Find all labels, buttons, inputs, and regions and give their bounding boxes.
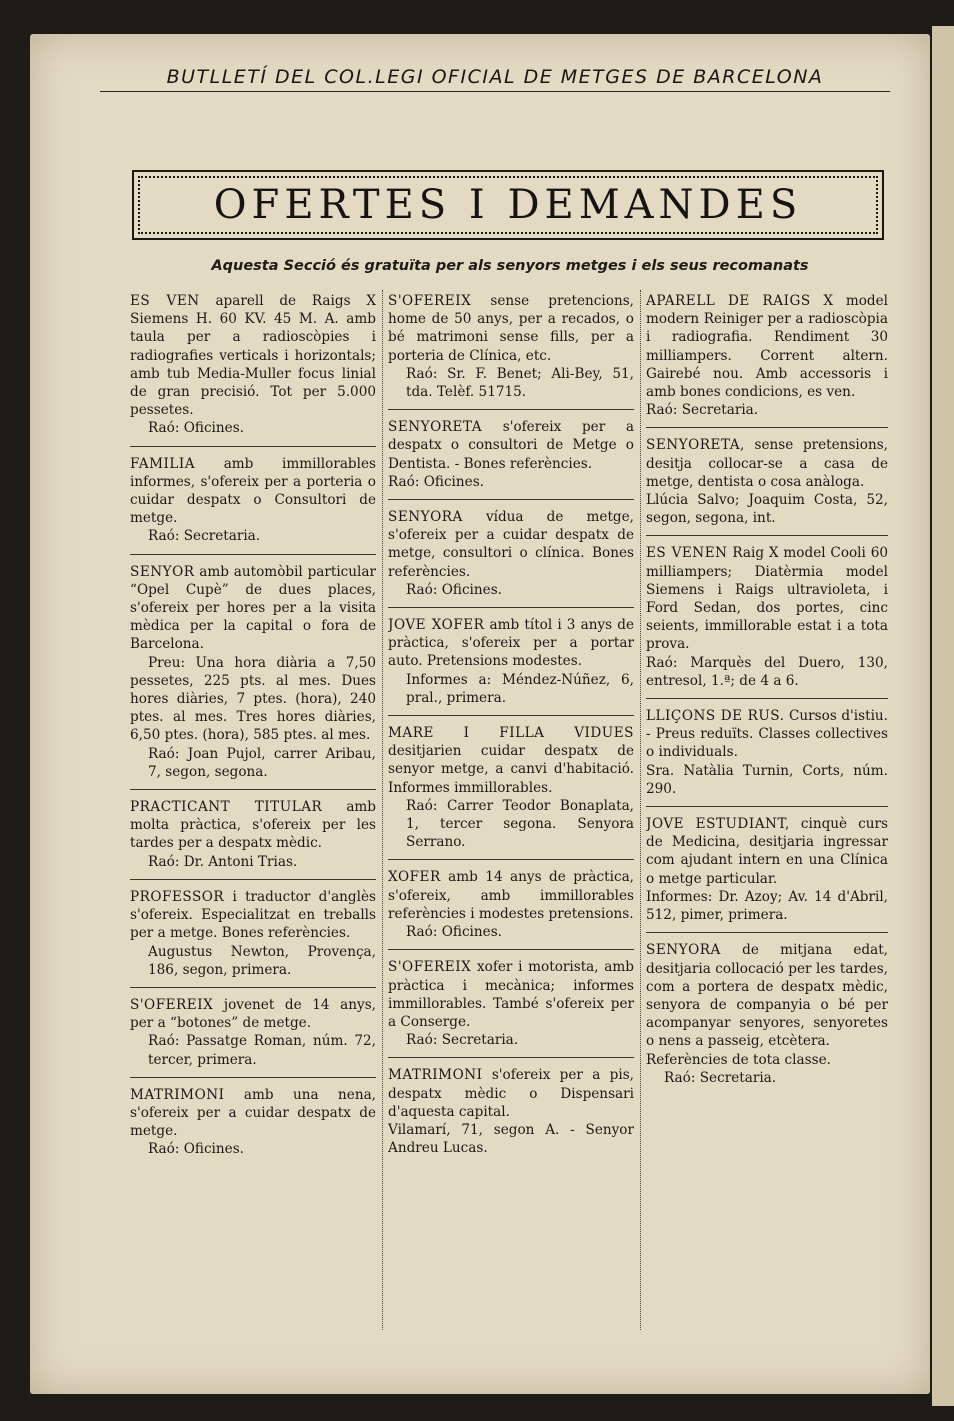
ad-reference: Llúcia Salvo; Joaquim Costa, 52, segon, segona, int. [646, 492, 888, 527]
ad-reference: Vilamarí, 71, segon A. - Senyor Andreu Lucas. [388, 1121, 634, 1157]
classified-ad [646, 290, 888, 428]
ad-body: s'ofereix per a despatx o consultori de Metge o Dentista. - Bones referències. [388, 419, 634, 472]
ad-body: cinquè curs de Medicina, desitjaria ingressar com ajudant intern en una Clínica o metge particular. [646, 816, 888, 887]
ad-reference: Raó: Secretaria. [406, 1032, 519, 1049]
ad-reference: Raó: Secretaria. [664, 1069, 777, 1086]
ad-heading: SENYORA [388, 509, 463, 526]
ad-reference: Raó: Oficines. [148, 420, 245, 437]
classified-ad [388, 506, 634, 608]
column-3 [646, 290, 888, 1340]
classified-ad [130, 886, 376, 988]
ad-body: amb una nena, s'ofereix per a cuidar despatx de metge. [130, 1086, 376, 1140]
section-subtitle: Aquesta Secció és gratuïta per als senyors metges i els seus recomanats [211, 258, 809, 274]
classified-ad [388, 722, 634, 860]
ad-body: s'ofereix per a pis, despatx mèdic o Dispensari d'aquesta capital. [388, 1067, 634, 1120]
ad-heading: FAMILIA [130, 455, 196, 472]
ad-body: xofer i motorista, amb pràctica i mecànica; informes immillorables. També s'ofereix per a Conserge. [388, 959, 634, 1030]
ad-body: amb molta pràctica, s'ofereix per les tardes per a despatx mèdic. [130, 799, 376, 852]
ad-reference: Raó: Passatge Roman, núm. 72, tercer, primera. [148, 1033, 376, 1068]
ad-body: sense pretensions, desitja collocar-se a casa de metge, dentista o cosa anàloga. [646, 437, 888, 490]
ad-body: Cursos d'istiu. - Preus reduïts. Classes collectives o individuals. [646, 708, 888, 761]
adjacent-page-edge [932, 26, 954, 1406]
ad-reference: Raó: Oficines. [406, 924, 503, 941]
ad-body: i traductor d'anglès s'ofereix. Especialitzat en treballs per a metge. Bones referències. [130, 888, 376, 942]
classified-ad [646, 434, 888, 536]
ad-body: amb immillorables informes, s'ofereix per a porteria o cuidar despatx o Consultori de metge. [130, 455, 376, 527]
ad-heading: LLIÇONS DE RUS. [646, 708, 785, 725]
ad-heading: SENYORETA [388, 419, 483, 436]
ad-heading: APARELL DE RAIGS X [646, 293, 834, 309]
classified-ad [388, 614, 634, 716]
ad-heading: XOFER [388, 869, 441, 886]
ad-heading: SENYOR [130, 563, 195, 580]
classified-ad [646, 939, 888, 1095]
ad-heading: S'OFEREIX [388, 293, 472, 309]
ad-heading: PROFESSOR [130, 888, 225, 905]
ad-heading: MARE I FILLA VIDUES [388, 725, 634, 742]
ad-prices: Preu: Una hora diària a 7,50 pessetes, 225 pts. al mes. Dues hores diàries, 7 ptes. (hora), 240 ptes. al mes. Tres hores diàries, 6,50 ptes. (hora), 585 ptes. al mes. [130, 654, 376, 744]
ad-heading: S'OFEREIX [388, 959, 472, 976]
ad-heading: JOVE XOFER [388, 617, 485, 634]
ad-body: amb títol i 3 anys de pràctica, s'ofereix per a portar auto. Pretensions modestes. [388, 617, 634, 670]
ad-extra: Referències de tota classe. [646, 1051, 831, 1068]
ad-reference: Raó: Secretaria. [646, 402, 759, 419]
ad-body: amb automòbil particular “Opel Cupè” de dues places, s'ofereix per hores per a la visita mèdica per la capital o fora de Barcelona. [130, 563, 376, 653]
classified-ad [130, 1084, 376, 1167]
classified-ad [388, 290, 634, 410]
ad-reference: Raó: Sr. F. Benet; Ali-Bey, 51, tda. Telèf. 51715. [406, 365, 634, 401]
ad-heading: MATRIMONI [130, 1086, 225, 1103]
ad-reference: Raó: Carrer Teodor Bonaplata, 1, tercer segona. Senyora Serrano. [406, 797, 634, 851]
ad-reference: Sra. Natàlia Turnin, Corts, núm. 290. [646, 762, 888, 797]
ad-body: Raig X model Cooli 60 milliampers; Diatèrmia model Siemens i Raigs ultravioleta, i Ford Sedan, dos portes, cinc seients, immillorable estat i a tota prova. [646, 545, 888, 653]
ad-reference: Raó: Dr. Antoni Trias. [148, 853, 298, 870]
ad-heading: SENYORETA, [646, 437, 745, 454]
classified-ad [646, 542, 888, 699]
ad-heading: JOVE ESTUDIANT, [646, 816, 790, 833]
ad-body: sense pretencions, home de 50 anys, per a recados, o bé matrimoni sense fills, per a porteria de Clínica, etc. [388, 293, 634, 364]
ad-reference: Raó: Oficines. [148, 1141, 245, 1158]
ad-body: amb 14 anys de pràctica, s'ofereix, amb immillorables referències i modestes pretensions. [388, 869, 634, 922]
classified-ad [646, 813, 888, 933]
classified-ad [130, 453, 376, 555]
ad-reference: Raó: Joan Pujol, carrer Aribau, 7, segon, segona. [148, 745, 376, 780]
column-divider [640, 290, 641, 1330]
ad-body: jovenet de 14 anys, per a “botones” de metge. [130, 996, 376, 1032]
classified-ad [388, 866, 634, 950]
ad-reference: Raó: Oficines. [406, 581, 503, 598]
section-title: OFERTES I DEMANDES [213, 182, 803, 228]
column-1 [130, 290, 376, 1340]
ad-reference: Augustus Newton, Provença, 186, segon, primera. [148, 943, 376, 978]
ad-reference: Informes a: Méndez-Núñez, 6, pral., primera. [406, 671, 634, 706]
ad-heading: ES VEN [130, 293, 200, 309]
column-2 [388, 290, 634, 1340]
classified-ad [388, 956, 634, 1058]
ad-body: desitjarien cuidar despatx de senyor metge, a canvi d'habitació. Informes immillorables. [388, 743, 634, 796]
ad-body: model modern Reiniger per a radioscòpia i radiografia. Rendiment 30 milliampers. Corrent altern. Gairebé nou. Amb accessoris i amb bones condicions, es ven. [646, 293, 888, 401]
classified-ad [646, 705, 888, 807]
ad-heading: ES VENEN [646, 545, 728, 562]
classified-ad [130, 290, 376, 447]
ad-reference: Raó: Secretaria. [148, 528, 261, 545]
classified-ad [388, 416, 634, 500]
ad-heading: MATRIMONI [388, 1067, 483, 1084]
ad-reference: Raó: Marquès del Duero, 130, entresol, 1.ª; de 4 a 6. [646, 654, 888, 689]
running-header: BUTLLETÍ DEL COL.LEGI OFICIAL DE METGES DE BARCELONA [100, 66, 890, 92]
ad-heading: SENYORA [646, 942, 721, 959]
ad-reference: Informes: Dr. Azoy; Av. 14 d'Abril, 512, pimer, primera. [646, 888, 888, 924]
classified-ad [388, 1064, 634, 1165]
section-title-box [132, 170, 884, 240]
column-divider [382, 290, 383, 1330]
classified-ad [130, 796, 376, 880]
ad-body: de mitjana edat, desitjaria collocació per les tardes, com a portera de despatx mèdic, senyora de companyia o bé per acompanyar senyores, senyoretes o nens a passeig, etcètera. [646, 942, 888, 1050]
ad-reference: Raó: Oficines. [388, 473, 485, 490]
classified-ad [130, 561, 376, 790]
ad-heading: PRACTICANT TITULAR [130, 799, 323, 816]
ad-body: aparell de Raigs X Siemens H. 60 KV. 45 M. A. amb taula per a radioscòpies i radiografies verticals i horizontals; amb tub Media-Muller focus linial de gran precisió. Tot per 5.000 pessetes. [130, 293, 376, 419]
ad-body: vídua de metge, s'ofereix per a cuidar despatx de metge, consultori o clínica. Bones referències. [388, 509, 634, 580]
classified-ad [130, 994, 376, 1078]
ad-heading: S'OFEREIX [130, 996, 214, 1013]
